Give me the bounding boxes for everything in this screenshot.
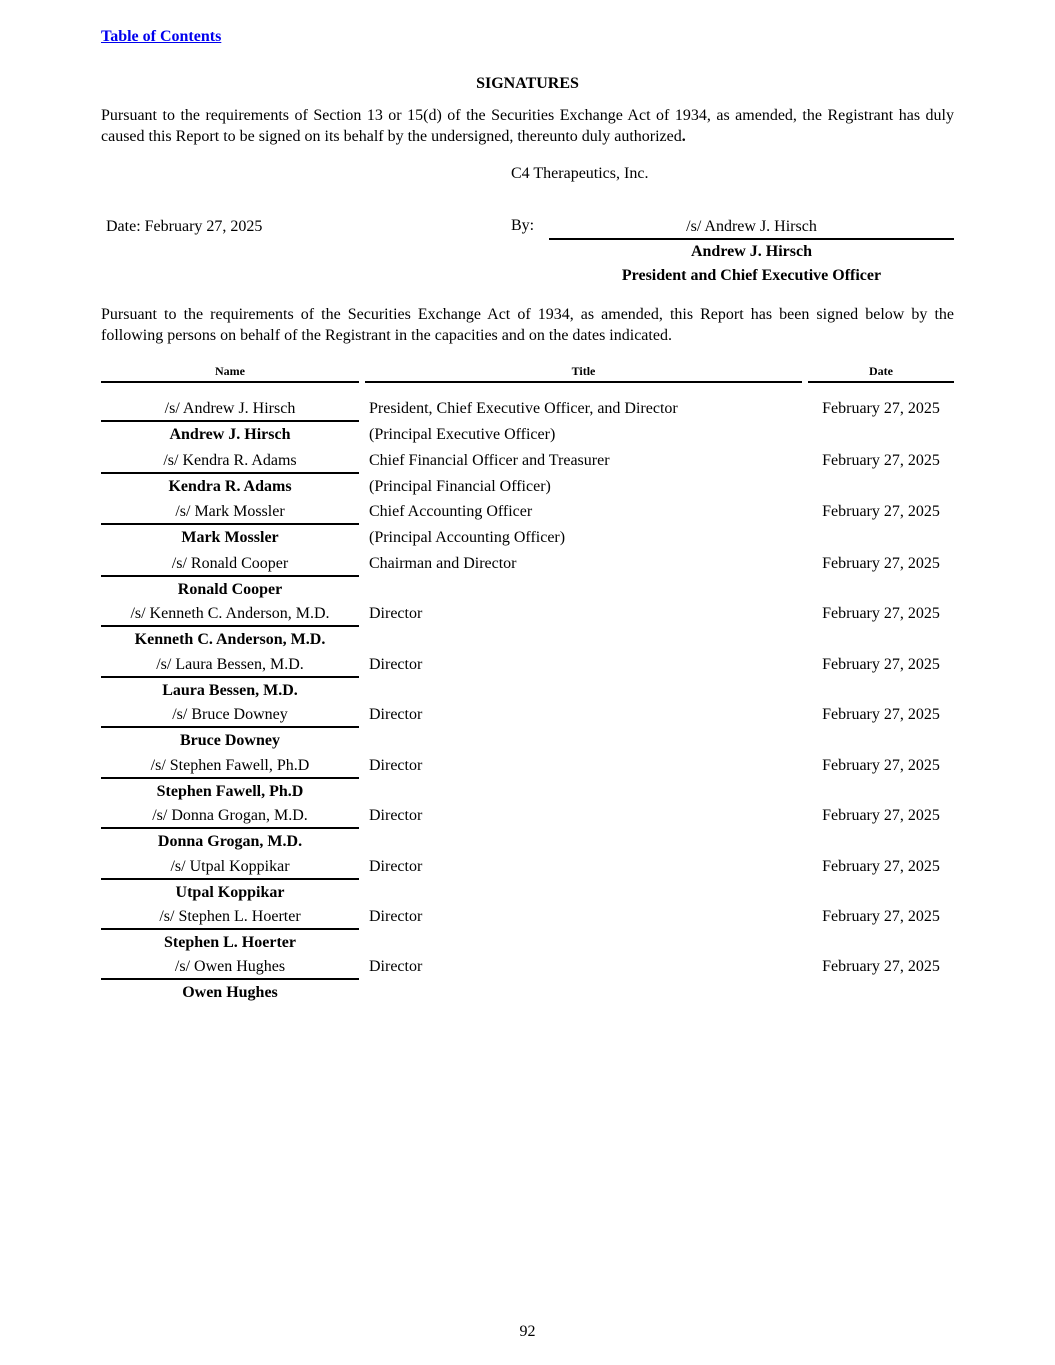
signer-name: Donna Grogan, M.D.	[157, 833, 303, 850]
signer-capacity: (Principal Executive Officer)	[369, 426, 556, 443]
ceo-name: Andrew J. Hirsch	[690, 243, 813, 260]
signer-name: Ronald Cooper	[177, 581, 283, 598]
signature-line: /s/ Bruce Downey	[101, 706, 359, 728]
signer-name: Bruce Downey	[180, 732, 280, 749]
page-title: SIGNATURES	[476, 75, 579, 92]
ceo-title: President and Chief Executive Officer	[621, 267, 882, 284]
header-date: Date	[808, 363, 954, 383]
intro-paragraph	[101, 105, 954, 147]
signer-name: Laura Bessen, M.D.	[162, 682, 298, 699]
signature-date: February 27, 2025	[822, 605, 940, 622]
signature-date: February 27, 2025	[822, 706, 940, 723]
signature-line: /s/ Ronald Cooper	[101, 555, 359, 577]
signer-name: Stephen L. Hoerter	[164, 934, 296, 951]
intro-period: .	[681, 128, 686, 145]
signature-date: February 27, 2025	[822, 656, 940, 673]
signature-line: /s/ Stephen L. Hoerter	[101, 908, 359, 930]
company-name: C4 Therapeutics, Inc.	[511, 165, 649, 182]
signer-title: Director	[369, 757, 423, 774]
signature-line: /s/ Kendra R. Adams	[101, 452, 359, 474]
by-label: By:	[511, 217, 535, 234]
date-line: Date: February 27, 2025	[106, 218, 263, 235]
signer-title: Chief Accounting Officer	[369, 503, 533, 520]
signature-date: February 27, 2025	[822, 555, 940, 572]
signature-date: February 27, 2025	[822, 908, 940, 925]
page-number: 92	[519, 1323, 536, 1340]
signature-date: February 27, 2025	[822, 503, 940, 520]
intro-text: Pursuant to the requirements of Section 13 or 15(d) of the Securities Exchange Act of 1934, as amended, the Registrant has duly caused this Report to be signed on its behalf by the undersigned, thereunto duly authorized	[101, 107, 954, 145]
signature-line: /s/ Stephen Fawell, Ph.D	[101, 757, 359, 779]
signature-date: February 27, 2025	[822, 958, 940, 975]
signer-name: Kendra R. Adams	[168, 478, 292, 495]
signature-line: /s/ Utpal Koppikar	[101, 858, 359, 880]
signer-name: Owen Hughes	[182, 984, 278, 1001]
signer-name: Utpal Koppikar	[175, 884, 285, 901]
signer-title: Chief Financial Officer and Treasurer	[369, 452, 610, 469]
signature-line: /s/ Donna Grogan, M.D.	[101, 807, 359, 829]
signer-name: Andrew J. Hirsch	[169, 426, 291, 443]
signer-title: Director	[369, 807, 423, 824]
signer-title: Director	[369, 958, 423, 975]
table-of-contents-link[interactable]: Table of Contents	[101, 28, 222, 45]
signature-date: February 27, 2025	[822, 807, 940, 824]
signer-capacity: (Principal Financial Officer)	[369, 478, 551, 495]
signature-line: /s/ Kenneth C. Anderson, M.D.	[101, 605, 359, 627]
signature-date: February 27, 2025	[822, 400, 940, 417]
signer-title: Director	[369, 605, 423, 622]
signer-title: Chairman and Director	[369, 555, 517, 572]
signature-line: /s/ Owen Hughes	[101, 958, 359, 980]
signer-name: Stephen Fawell, Ph.D	[156, 783, 304, 800]
signer-title: Director	[369, 858, 423, 875]
signer-title: Director	[369, 706, 423, 723]
signer-name: Kenneth C. Anderson, M.D.	[134, 631, 326, 648]
signature-line: /s/ Andrew J. Hirsch	[101, 400, 359, 422]
signature-line: /s/ Laura Bessen, M.D.	[101, 656, 359, 678]
ceo-signature: /s/ Andrew J. Hirsch	[549, 218, 954, 240]
signature-date: February 27, 2025	[822, 452, 940, 469]
signer-capacity: (Principal Accounting Officer)	[369, 529, 566, 546]
signer-title: Director	[369, 656, 423, 673]
signer-title: Director	[369, 908, 423, 925]
signature-date: February 27, 2025	[822, 858, 940, 875]
header-title: Title	[365, 363, 802, 383]
signer-title: President, Chief Executive Officer, and Director	[369, 400, 678, 417]
signature-date: February 27, 2025	[822, 757, 940, 774]
signer-name: Mark Mossler	[181, 529, 279, 546]
header-name: Name	[101, 363, 359, 383]
signature-line: /s/ Mark Mossler	[101, 503, 359, 525]
second-paragraph: Pursuant to the requirements of the Securities Exchange Act of 1934, as amended, this Report has been signed below by the following persons on behalf of the Registrant in the capacities and on the dates indicated.	[101, 306, 954, 344]
